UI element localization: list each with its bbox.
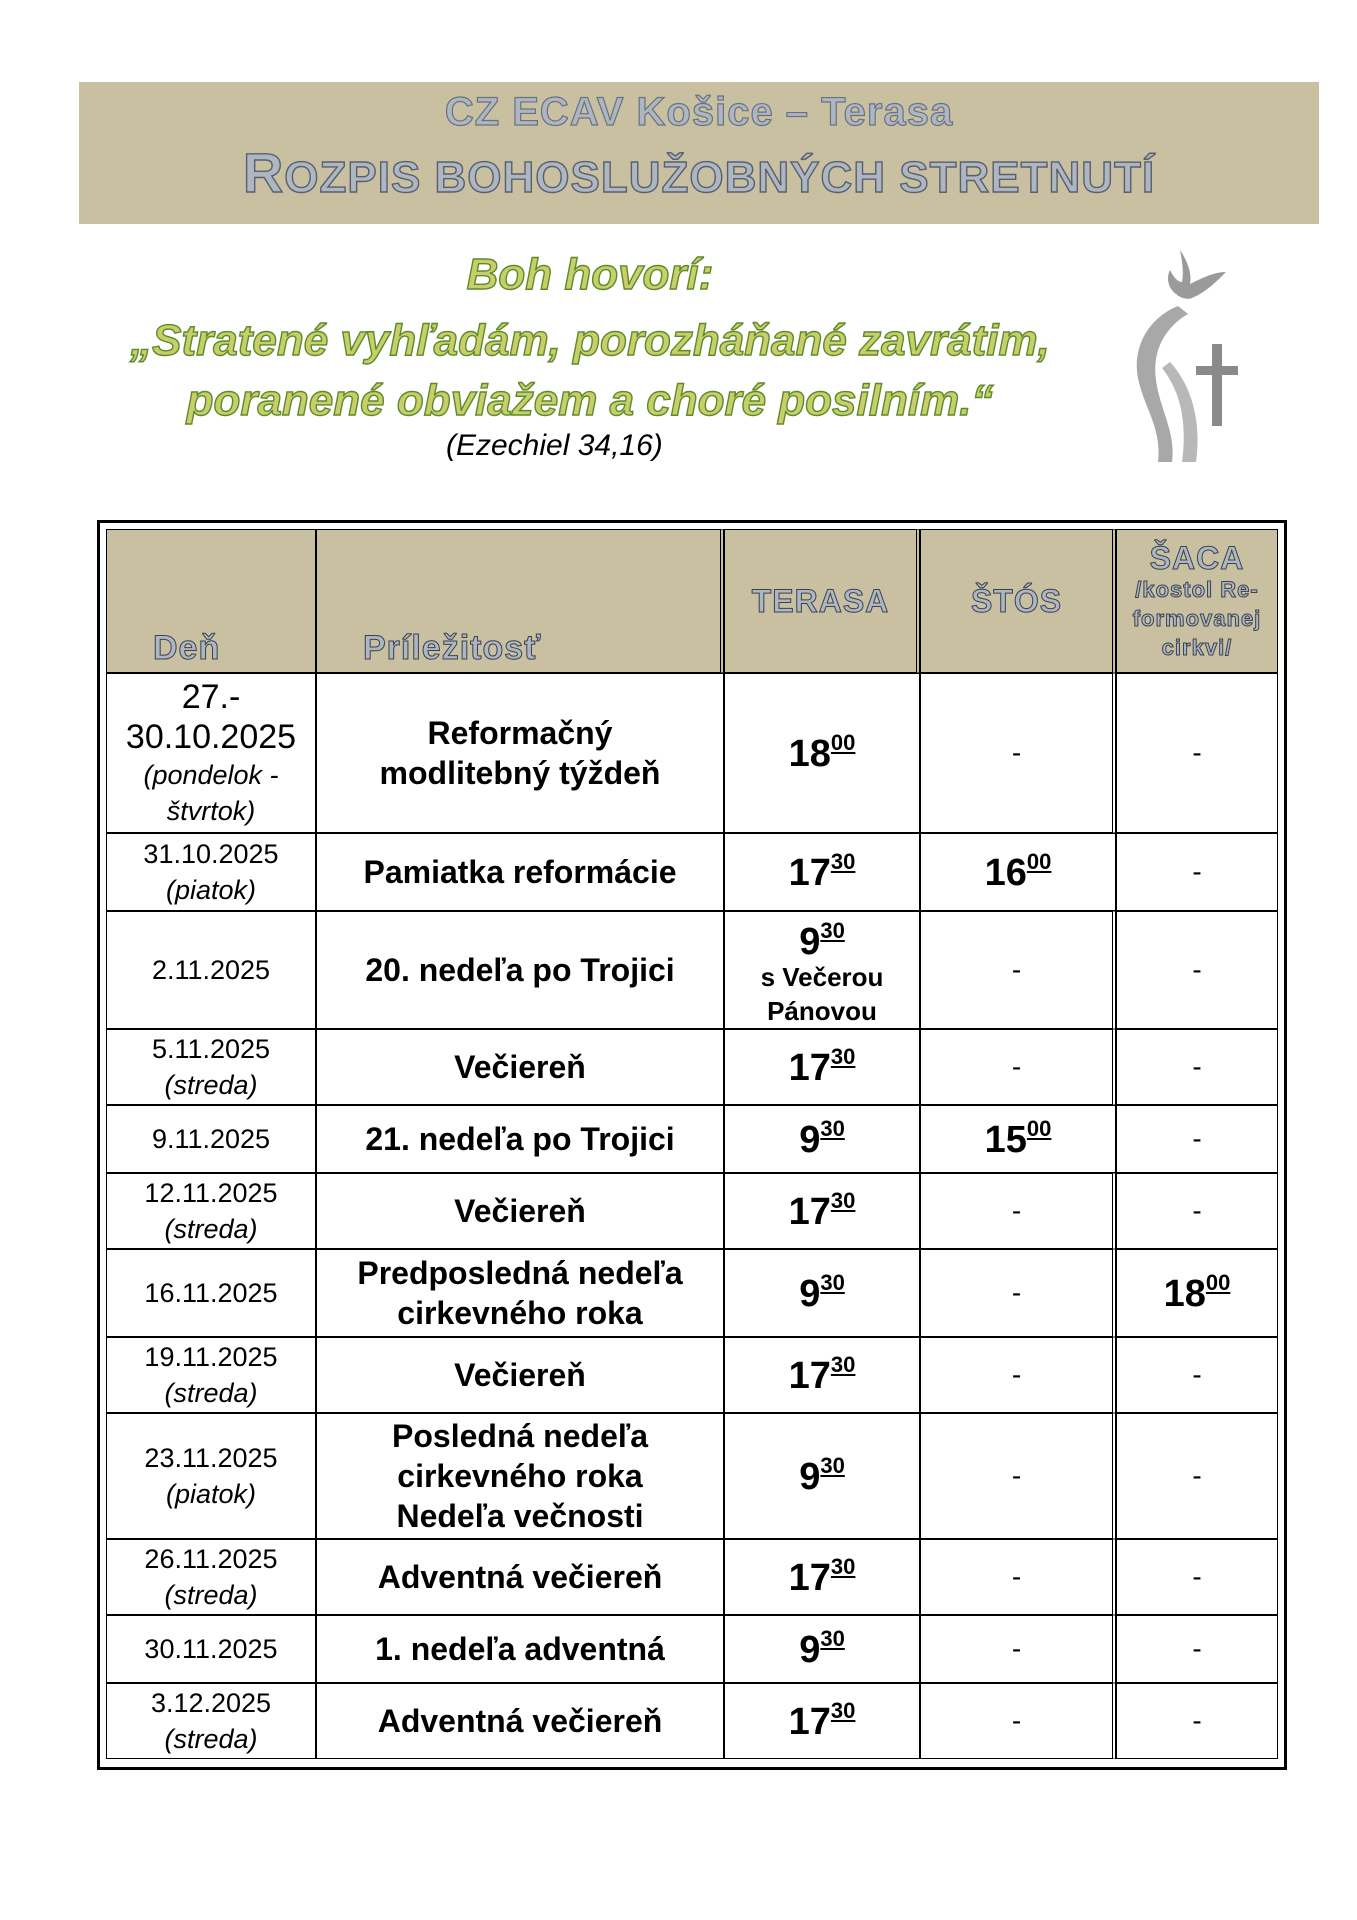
cell-day: 16.11.2025 bbox=[106, 1249, 316, 1337]
time-hour: 9 bbox=[799, 1273, 821, 1315]
header-saca-title: ŠACA bbox=[1149, 539, 1245, 576]
cell-terasa bbox=[724, 1173, 920, 1249]
time-note: Pánovou bbox=[767, 995, 877, 1026]
cell-terasa bbox=[724, 1337, 920, 1413]
cell-stos: - bbox=[920, 1413, 1116, 1539]
time-hour: 18 bbox=[788, 733, 831, 775]
time-minute: 00 bbox=[1205, 1270, 1231, 1295]
day-text: 5.11.2025 bbox=[151, 1034, 271, 1064]
day-note: (streda) bbox=[164, 1378, 258, 1408]
cell-stos: - bbox=[920, 673, 1116, 833]
table-row bbox=[106, 1683, 1278, 1759]
occasion-text: cirkevného roka bbox=[397, 1295, 643, 1331]
day-text: 19.11.2025 bbox=[144, 1342, 278, 1372]
day-note: štvrtok) bbox=[166, 796, 256, 826]
time-minute: 00 bbox=[1026, 849, 1052, 874]
time-minute: 30 bbox=[830, 849, 856, 874]
table-row bbox=[106, 1173, 1278, 1249]
day-note: (piatok) bbox=[165, 875, 257, 905]
header-subtitle-rest: OZPIS BOHOSLUŽOBNÝCH STRETNUTÍ bbox=[284, 153, 1156, 202]
cell-saca: - bbox=[1116, 911, 1278, 1029]
table-row bbox=[106, 1413, 1278, 1539]
table-row bbox=[106, 911, 1278, 1029]
table-row bbox=[106, 1539, 1278, 1615]
day-note: (piatok) bbox=[165, 1479, 257, 1509]
header-subtitle-initial: R bbox=[242, 141, 285, 204]
day-text: 3.12.2025 bbox=[150, 1688, 272, 1718]
day-text: 27.- bbox=[181, 678, 241, 716]
verse-title: Boh hovorí: bbox=[466, 250, 714, 299]
occasion-text: Nedeľa večnosti bbox=[396, 1498, 644, 1534]
time-hour: 9 bbox=[799, 1456, 821, 1498]
cell-terasa bbox=[724, 1539, 920, 1615]
cell-occasion: Večiereň bbox=[316, 1029, 724, 1105]
header-saca-label bbox=[1117, 541, 1277, 660]
table-row bbox=[106, 1249, 1278, 1337]
time-hour: 17 bbox=[788, 1701, 831, 1743]
cell-stos: - bbox=[920, 1337, 1116, 1413]
cell-day: 2.11.2025 bbox=[106, 911, 316, 1029]
cell-terasa bbox=[724, 911, 920, 1029]
cell-occasion bbox=[316, 673, 724, 833]
cell-day bbox=[106, 1413, 316, 1539]
time-minute: 00 bbox=[1026, 1116, 1052, 1141]
schedule-table-frame bbox=[97, 520, 1287, 1770]
cell-stos: - bbox=[920, 1683, 1116, 1759]
cell-stos: - bbox=[920, 1539, 1116, 1615]
time-hour: 17 bbox=[788, 1557, 831, 1599]
verse-line-1: „Stratené vyhľadám, porozháňané zavrátim, bbox=[130, 316, 1050, 365]
day-note: (streda) bbox=[164, 1070, 258, 1100]
cell-day bbox=[106, 1683, 316, 1759]
header-title: CZ ECAV Košice – Terasa bbox=[444, 90, 954, 134]
cell-occasion: Pamiatka reformácie bbox=[316, 833, 724, 911]
verse-line-2: poranené obviažem a choré posilním.“ bbox=[186, 376, 994, 425]
cell-terasa bbox=[724, 1105, 920, 1173]
time-minute: 30 bbox=[830, 1698, 856, 1723]
header-cell-occasion bbox=[316, 529, 724, 673]
cell-occasion bbox=[316, 1413, 724, 1539]
header-stos-label: ŠTÓS bbox=[970, 582, 1063, 619]
verse-reference: (Ezechiel 34,16) bbox=[446, 429, 663, 462]
header-banner bbox=[79, 82, 1319, 224]
occasion-text: cirkevného roka bbox=[397, 1458, 643, 1494]
cell-saca: - bbox=[1116, 1029, 1278, 1105]
table-row bbox=[106, 1337, 1278, 1413]
dove-cross-icon bbox=[1118, 248, 1258, 468]
time-minute: 30 bbox=[830, 1352, 856, 1377]
time-minute: 30 bbox=[820, 1116, 845, 1141]
table-row bbox=[106, 1105, 1278, 1173]
time-minute: 30 bbox=[830, 1554, 856, 1579]
day-note: (pondelok - bbox=[143, 760, 279, 790]
day-text: 31.10.2025 bbox=[143, 839, 279, 869]
cell-saca: - bbox=[1116, 833, 1278, 911]
cell-occasion: Večiereň bbox=[316, 1337, 724, 1413]
header-terasa-label: TERASA bbox=[751, 582, 890, 619]
cell-stos bbox=[920, 833, 1116, 911]
cell-terasa bbox=[724, 1413, 920, 1539]
time-minute: 00 bbox=[830, 730, 856, 755]
time-hour: 9 bbox=[799, 1119, 821, 1161]
day-text: 12.11.2025 bbox=[144, 1178, 278, 1208]
time-hour: 17 bbox=[788, 852, 831, 894]
occasion-text: modlitebný týždeň bbox=[379, 755, 661, 791]
time-note: s Večerou bbox=[760, 961, 884, 992]
occasion-text: Posledná nedeľa bbox=[392, 1418, 648, 1454]
time-hour: 9 bbox=[799, 1629, 821, 1671]
header-cell-stos bbox=[920, 529, 1116, 673]
schedule-table bbox=[106, 529, 1278, 1759]
time-hour: 17 bbox=[788, 1047, 831, 1089]
time-minute: 30 bbox=[820, 1270, 845, 1295]
cell-day: 9.11.2025 bbox=[106, 1105, 316, 1173]
header-subtitle bbox=[79, 140, 1319, 205]
time-minute: 30 bbox=[820, 1626, 845, 1651]
header-cell-terasa bbox=[724, 529, 920, 673]
cell-saca: - bbox=[1116, 1413, 1278, 1539]
header-cell-day bbox=[106, 529, 316, 673]
cell-stos: - bbox=[920, 1615, 1116, 1683]
cell-day bbox=[106, 1173, 316, 1249]
day-note: (streda) bbox=[164, 1724, 258, 1754]
time-minute: 30 bbox=[820, 1453, 845, 1478]
cell-occasion: 20. nedeľa po Trojici bbox=[316, 911, 724, 1029]
cell-stos: - bbox=[920, 1029, 1116, 1105]
cell-saca: - bbox=[1116, 1173, 1278, 1249]
header-cell-saca bbox=[1116, 529, 1278, 673]
cell-terasa bbox=[724, 1249, 920, 1337]
cell-terasa bbox=[724, 833, 920, 911]
cell-day bbox=[106, 833, 316, 911]
day-text: 30.10.2025 bbox=[125, 718, 297, 756]
time-hour: 17 bbox=[788, 1191, 831, 1233]
header-occasion-label: Príležitosť bbox=[363, 629, 542, 667]
cell-terasa bbox=[724, 1615, 920, 1683]
header-saca-sub: /kostol Re-formovanej cirkvi/ bbox=[1132, 576, 1262, 660]
cell-saca: - bbox=[1116, 673, 1278, 833]
occasion-text: Reformačný bbox=[427, 715, 613, 751]
time-hour: 9 bbox=[799, 920, 821, 963]
time-minute: 30 bbox=[830, 1188, 856, 1213]
cell-occasion: 1. nedeľa adventná bbox=[316, 1615, 724, 1683]
time-hour: 17 bbox=[788, 1355, 831, 1397]
cell-day: 30.11.2025 bbox=[106, 1615, 316, 1683]
time-hour: 18 bbox=[1163, 1273, 1206, 1315]
cell-day bbox=[106, 1539, 316, 1615]
cell-occasion: 21. nedeľa po Trojici bbox=[316, 1105, 724, 1173]
time-minute: 30 bbox=[820, 917, 845, 943]
cell-stos: - bbox=[920, 1249, 1116, 1337]
time-minute: 30 bbox=[830, 1044, 856, 1069]
table-header-row bbox=[106, 529, 1278, 673]
cell-terasa bbox=[724, 1683, 920, 1759]
cell-occasion: Adventná večiereň bbox=[316, 1539, 724, 1615]
cell-occasion bbox=[316, 1249, 724, 1337]
cell-stos bbox=[920, 1105, 1116, 1173]
day-text: 26.11.2025 bbox=[144, 1544, 278, 1574]
table-row bbox=[106, 1615, 1278, 1683]
cell-day bbox=[106, 673, 316, 833]
time-hour: 15 bbox=[984, 1119, 1027, 1161]
day-note: (streda) bbox=[164, 1214, 258, 1244]
cell-saca: - bbox=[1116, 1337, 1278, 1413]
cell-saca: - bbox=[1116, 1615, 1278, 1683]
occasion-text: Predposledná nedeľa bbox=[357, 1255, 683, 1291]
day-note: (streda) bbox=[164, 1580, 258, 1610]
cell-day bbox=[106, 1337, 316, 1413]
cell-occasion: Večiereň bbox=[316, 1173, 724, 1249]
cell-saca: - bbox=[1116, 1683, 1278, 1759]
cell-occasion: Adventná večiereň bbox=[316, 1683, 724, 1759]
table-row bbox=[106, 673, 1278, 833]
table-row bbox=[106, 1029, 1278, 1105]
cell-saca: - bbox=[1116, 1539, 1278, 1615]
cell-terasa bbox=[724, 673, 920, 833]
cell-saca bbox=[1116, 1249, 1278, 1337]
cell-saca: - bbox=[1116, 1105, 1278, 1173]
table-row bbox=[106, 833, 1278, 911]
day-text: 23.11.2025 bbox=[144, 1443, 278, 1473]
cell-day bbox=[106, 1029, 316, 1105]
cell-terasa bbox=[724, 1029, 920, 1105]
header-day-label: Deň bbox=[153, 629, 221, 667]
cell-stos: - bbox=[920, 1173, 1116, 1249]
cell-stos: - bbox=[920, 911, 1116, 1029]
time-hour: 16 bbox=[984, 852, 1027, 894]
